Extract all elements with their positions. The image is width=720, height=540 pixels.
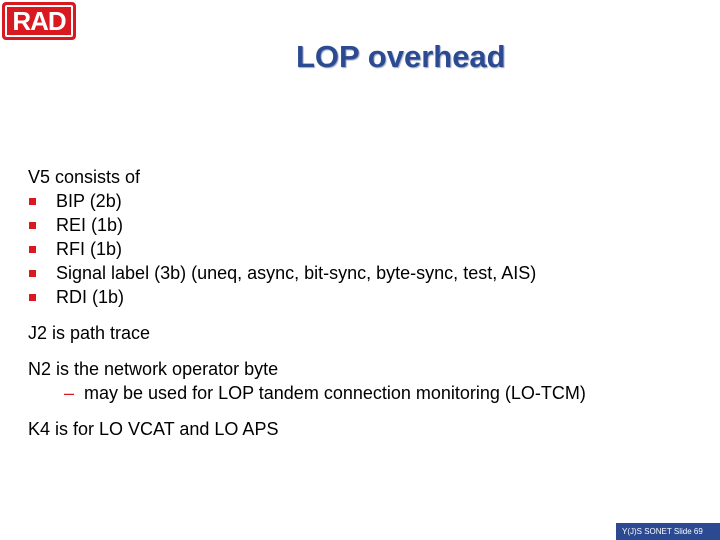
bullet-item: [28, 213, 708, 237]
slide-footer: Y(J)S SONET Slide 69: [616, 523, 720, 540]
bullet-item: [28, 261, 708, 285]
square-bullet-icon: [29, 270, 36, 277]
k4-text: K4 is for LO VCAT and LO APS: [28, 419, 279, 439]
bullet-item: [28, 285, 708, 309]
bullet-text: BIP (2b): [56, 191, 122, 211]
n2-sub-item: [28, 381, 708, 405]
bullet-text: RFI (1b): [56, 239, 123, 259]
square-bullet-icon: [29, 222, 36, 229]
square-bullet-icon: [29, 246, 36, 253]
bullet-item: [28, 237, 708, 261]
bullet-text: REI (1b): [56, 215, 124, 235]
logo-text: RAD: [5, 5, 73, 37]
bullet-item: [28, 189, 708, 213]
slide-title: LOP overhead: [296, 39, 506, 74]
n2-sub-text: may be used for LOP tandem connection monitoring (LO-TCM): [84, 383, 586, 403]
intro-text: V5 consists of: [28, 167, 141, 187]
slide-body: [28, 165, 708, 441]
square-bullet-icon: [29, 294, 36, 301]
j2-text: J2 is path trace: [28, 323, 151, 343]
n2-text: N2 is the network operator byte: [28, 359, 279, 379]
bullet-text: Signal label (3b) (uneq, async, bit-sync, byte-sync, test, AIS): [56, 263, 537, 283]
dash-bullet: –: [64, 383, 75, 403]
square-bullet-icon: [29, 198, 36, 205]
rad-logo: [2, 2, 76, 40]
bullet-text: RDI (1b): [56, 287, 125, 307]
